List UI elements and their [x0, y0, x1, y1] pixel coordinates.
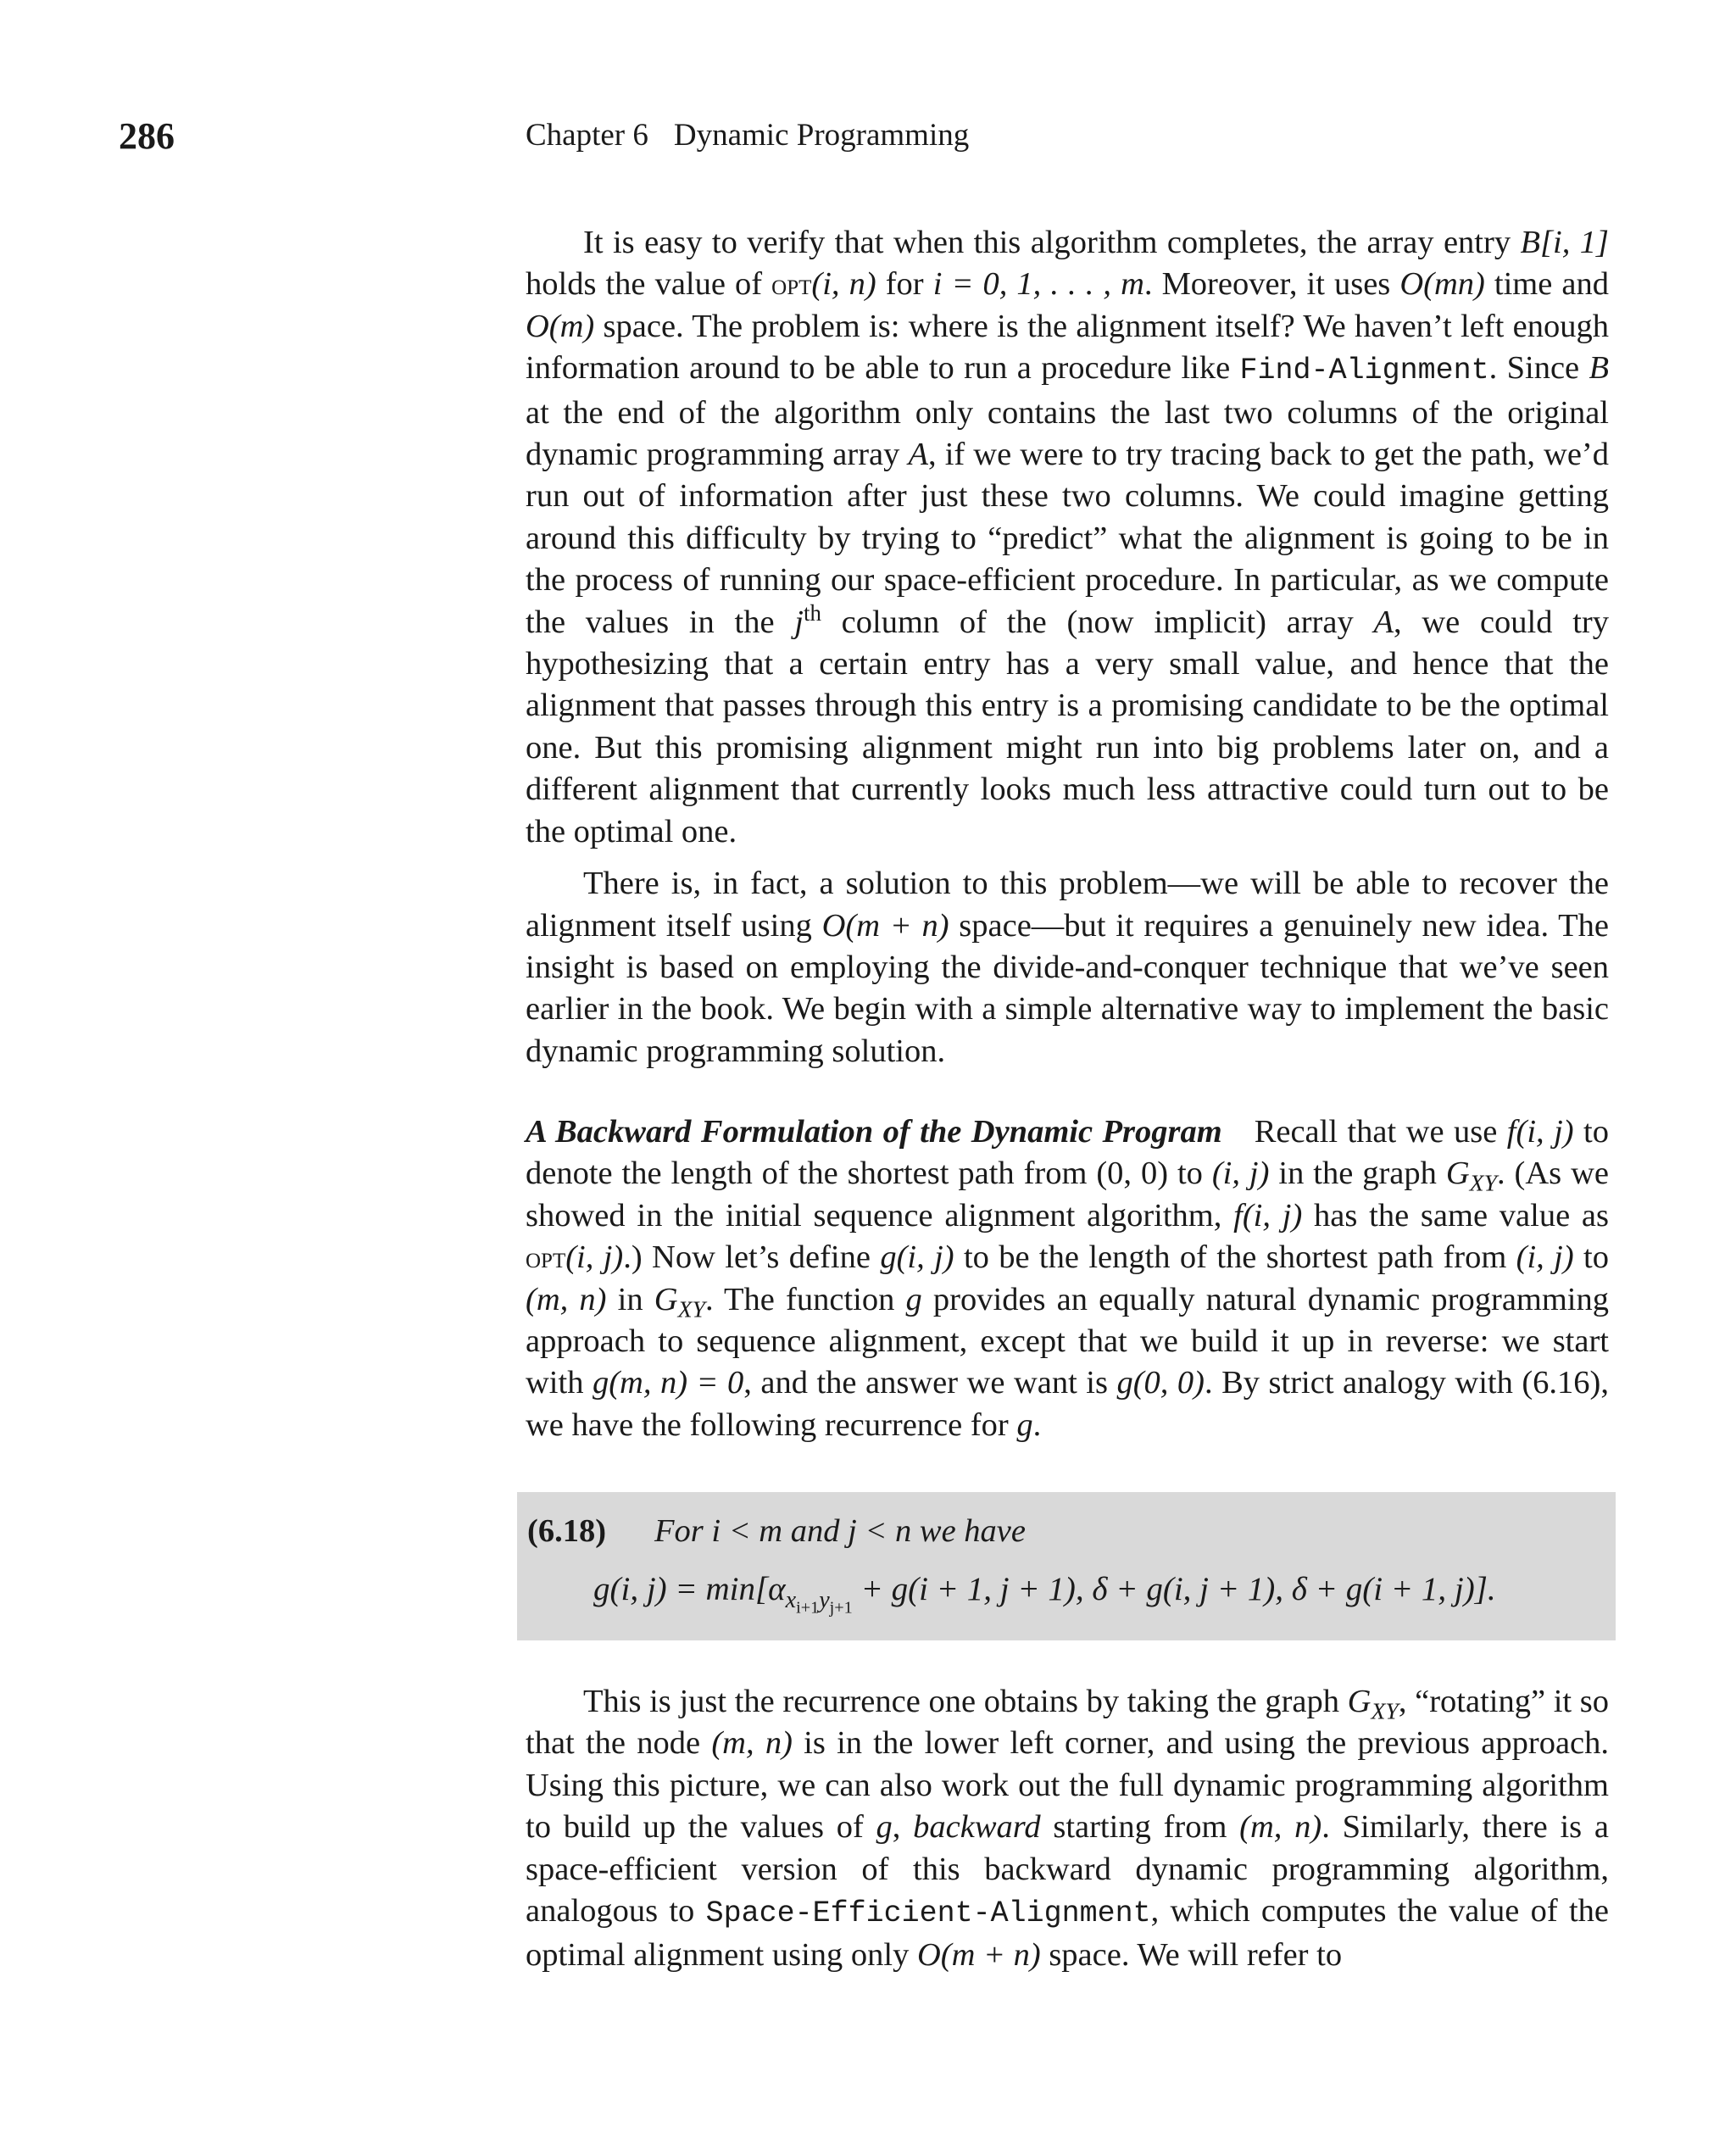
paragraph-3: This is just the recurrence one obtains by taking the graph $G_{XY}$, “rotating” it so that the node (m, n) is in the lower left corner, and using the previous approach. Using this picture, we can also work out the full dynamic programming algorithm to build up the values of g, backward starting from (m, n). Similarly, there is a space-efficient version of this backward dynamic programming algorithm, analogous to Space-Efficient-Alignment, which computes the value of the optimal alignment using only O(m + n) space. We will refer to [526, 1684, 1610, 1974]
page-number: 286 [119, 115, 175, 157]
paragraph-section: A Backward Formulation of the Dynamic Program Recall that we use f(i, j) to denote the length of the shortest path from (0, 0) to (i, j) in the graph $G_{XY}$. (As we showed in the initial sequence alignment algorithm, f(i, j) has the same value as opt(i, j).) Now let’s define g(i, j) to be the length of the shortest path from (i, j) to (m, n) in $G_{XY}$. The function g provides an equally natural dynamic programming approach to sequence alignment, except that we build it up in reverse: we start with g(m, n) = 0, and the answer we want is g(0, 0). By strict analogy with (6.16), we have the following recurrence for g. [526, 1114, 1610, 1443]
paragraph-1: It is easy to verify that when this algorithm completes, the array entry B[i, 1] holds the value of opt(i, n) for i = 0, 1, . . . , m. Moreover, it uses O(mn) time and O(m) space. The problem is: where is the alignment itself? We haven’t left enough information around to be able to run a procedure like Find-Alignment. Since B at the end of the algorithm only contains the last two columns of the original dynamic programming array A, if we were to try tracing back to get the path, we’d run out of information after just these two columns. We could imagine getting around this difficulty by trying to “predict” what the alignment is going to be in the process of running our space-efficient procedure. In particular, as we compute the values in the $j^{th}$ column of the (now implicit) array A, we could try hypothesizing that a certain entry has a very small value, and hence that the alignment that passes through this entry is a promising candidate to be the optimal one. But this promising alignment might run into big problems later on, and a different alignment that currently looks much less attractive could turn out to be the optimal one. [526, 225, 1609, 849]
paragraph-2: There is, in fact, a solution to this problem—we will be able to recover the alignment itself using O(m + n) space—but it requires a genuinely new idea. The insight is based on employing the divide-and-conquer technique that we’ve seen earlier in the book. We begin with a simple alternative way to implement the basic dynamic programming solution. [526, 866, 1610, 1069]
chapter-number: Chapter 6 [526, 118, 648, 153]
theorem-label: (6.18) [527, 1513, 607, 1549]
text-block-bottom [526, 1681, 1609, 1977]
running-head [526, 117, 969, 153]
code-find-alignment: Find-Alignment [1239, 354, 1489, 388]
text-block-section [526, 1111, 1609, 1446]
theorem-statement: For i < m and j < n we have [654, 1513, 1026, 1549]
section-heading: A Backward Formulation of the Dynamic Program [526, 1114, 1222, 1150]
text-block-top [526, 222, 1609, 1072]
theorem-box [517, 1492, 1616, 1640]
chapter-title: Dynamic Programming [673, 118, 970, 153]
recurrence-equation: g(i, $j) = \min[\alpha_{x_{i+1}y_{j+1}} + g(i + 1$, j + 1), δ + g(i, j + 1), δ + g(i + 1, j)]. [593, 1571, 1496, 1618]
code-space-efficient-alignment: Space-Efficient-Alignment [705, 1896, 1151, 1931]
